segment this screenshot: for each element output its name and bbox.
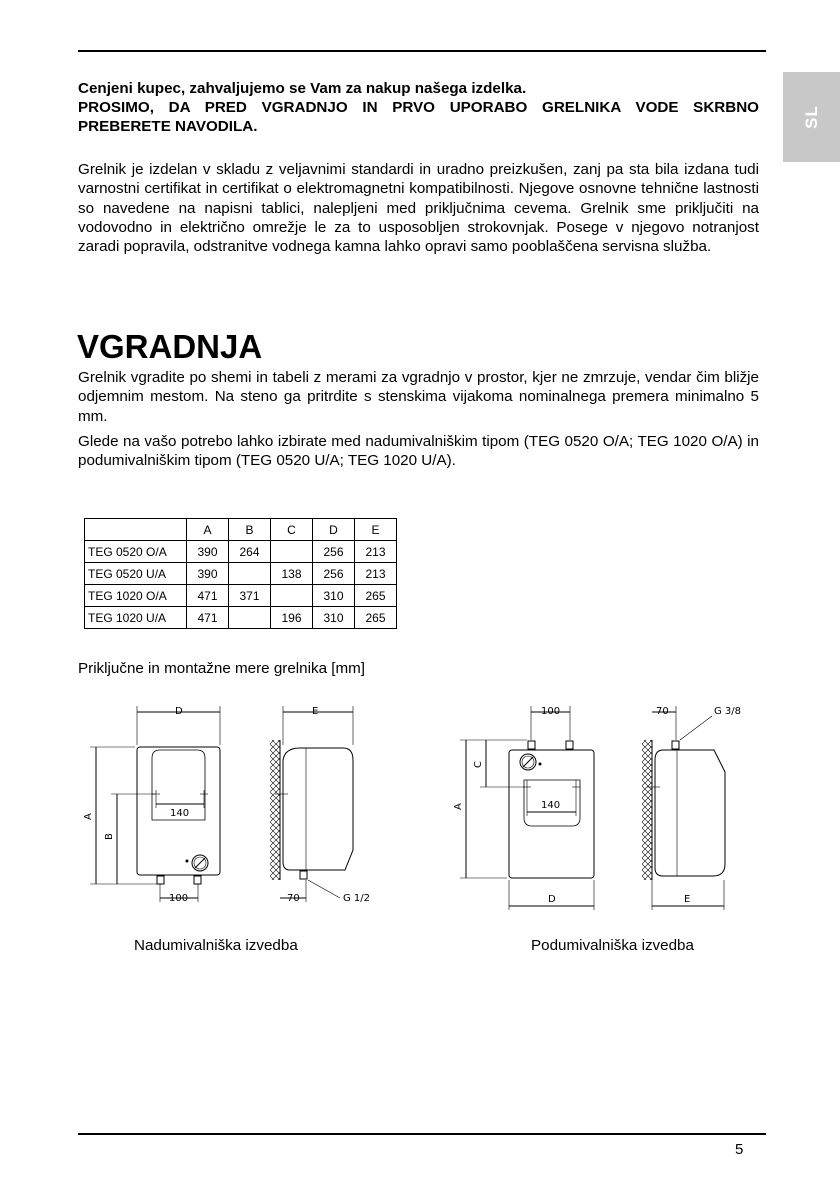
over-sink-caption: Nadumivalniška izvedba [134,937,298,954]
intro-thanks: Cenjeni kupec, zahvaljujemo se Vam za nakup našega izdelka. [78,80,527,97]
section-title: VGRADNJA [77,328,263,365]
language-tab [783,72,840,162]
page-number: 5 [735,1141,744,1158]
table-row [85,607,397,629]
table-row [85,585,397,607]
table-cell: TEG 0520 O/A [85,541,187,563]
table-header-cell: E [355,519,397,541]
dim-label-100-left: 100 [169,893,189,904]
dim-label-a-right: A [453,803,464,810]
under-sink-front-view [460,706,594,910]
table-cell: 265 [355,607,397,629]
table-cell [271,585,313,607]
table-header-cell [85,519,187,541]
intro-paragraph: Grelnik je izdelan v skladu z veljavnimi standardi in uradno preizkušen, zanj pa sta bila izdana tudi varnostni certifikat in certifikat o elektromagnetni kompatibilnosti. Njegove osnovne tehnične lastnosti so navedene na napisni tablici, nalepljeni med priključnima cevema. Grelnik sme priključiti na vodovodno in električno omrežje le za to usposobljen strokovnjak. Posege v njegovo notranjost zaradi popravila, odstranitve vodnega kamna lahko opravi samo pooblaščena servisna služba. [78,161,759,256]
over-sink-front-view [90,706,220,902]
drawing-caption: Priključne in montažne mere grelnika [mm] [78,660,365,677]
table-header-cell: D [313,519,355,541]
table-cell: 256 [313,541,355,563]
table-cell: 256 [313,563,355,585]
section-paragraph-1: Grelnik vgradite po shemi in tabeli z merami za vgradnjo v prostor, kjer ne zmrzuje, vendar čim bližje odjemnim mestom. Na steno ga pritrdite s stenskima vijakoma nominalnega premera minimalno 5 mm. [78,369,759,425]
technical-drawing [0,690,840,920]
dim-label-e-right: E [684,894,691,905]
intro-warning: PROSIMO, DA PRED VGRADNJO IN PRVO UPORABO GRELNIKA VODE SKRBNO PREBERETE NAVODILA. [78,99,759,136]
table-row [85,563,397,585]
dim-label-c-right: C [473,761,484,768]
dimensions-table [84,518,397,629]
dim-label-g-left: G 1/2 [343,893,371,904]
dim-label-140-right: 140 [541,800,561,811]
table-cell: TEG 1020 O/A [85,585,187,607]
table-cell [229,607,271,629]
table-cell: 196 [271,607,313,629]
table-cell: 371 [229,585,271,607]
table-cell: 265 [355,585,397,607]
table-cell: 390 [187,563,229,585]
table-header-cell: C [271,519,313,541]
dim-label-b-left: B [104,833,115,840]
table-cell [271,541,313,563]
dim-label-70-left: 70 [287,893,300,904]
table-cell: 264 [229,541,271,563]
table-cell: 471 [187,607,229,629]
table-row [85,541,397,563]
bottom-rule [78,1133,766,1135]
over-sink-side-view [270,706,353,902]
dim-label-a-left: A [83,813,94,820]
table-cell: 213 [355,563,397,585]
dim-label-140-left: 140 [170,808,190,819]
table-cell: 310 [313,585,355,607]
table-cell: 471 [187,585,229,607]
dim-label-70-right: 70 [656,706,669,717]
under-sink-side-view [642,706,725,910]
dim-label-d-left: D [175,706,183,717]
section-paragraph-2: Glede na vašo potrebo lahko izbirate med nadumivalniškim tipom (TEG 0520 O/A; TEG 1020 O/A) in podumivalniškim tipom (TEG 0520 U/A; TEG 1020 U/A). [78,433,759,470]
dim-label-d-right: D [548,894,556,905]
language-tab-label: SL [801,105,821,129]
table-cell: TEG 1020 U/A [85,607,187,629]
table-cell [229,563,271,585]
table-cell: 213 [355,541,397,563]
table-header-cell: A [187,519,229,541]
table-cell: 390 [187,541,229,563]
table-cell: 310 [313,607,355,629]
top-rule [78,50,766,52]
table-cell: TEG 0520 U/A [85,563,187,585]
dim-label-g-right: G 3/8 [714,706,742,717]
table-header-cell: B [229,519,271,541]
under-sink-caption: Podumivalniška izvedba [531,937,694,954]
table-header-row [85,519,397,541]
dim-label-e-left: E [312,706,319,717]
table-cell: 138 [271,563,313,585]
dim-label-100-right: 100 [541,706,561,717]
